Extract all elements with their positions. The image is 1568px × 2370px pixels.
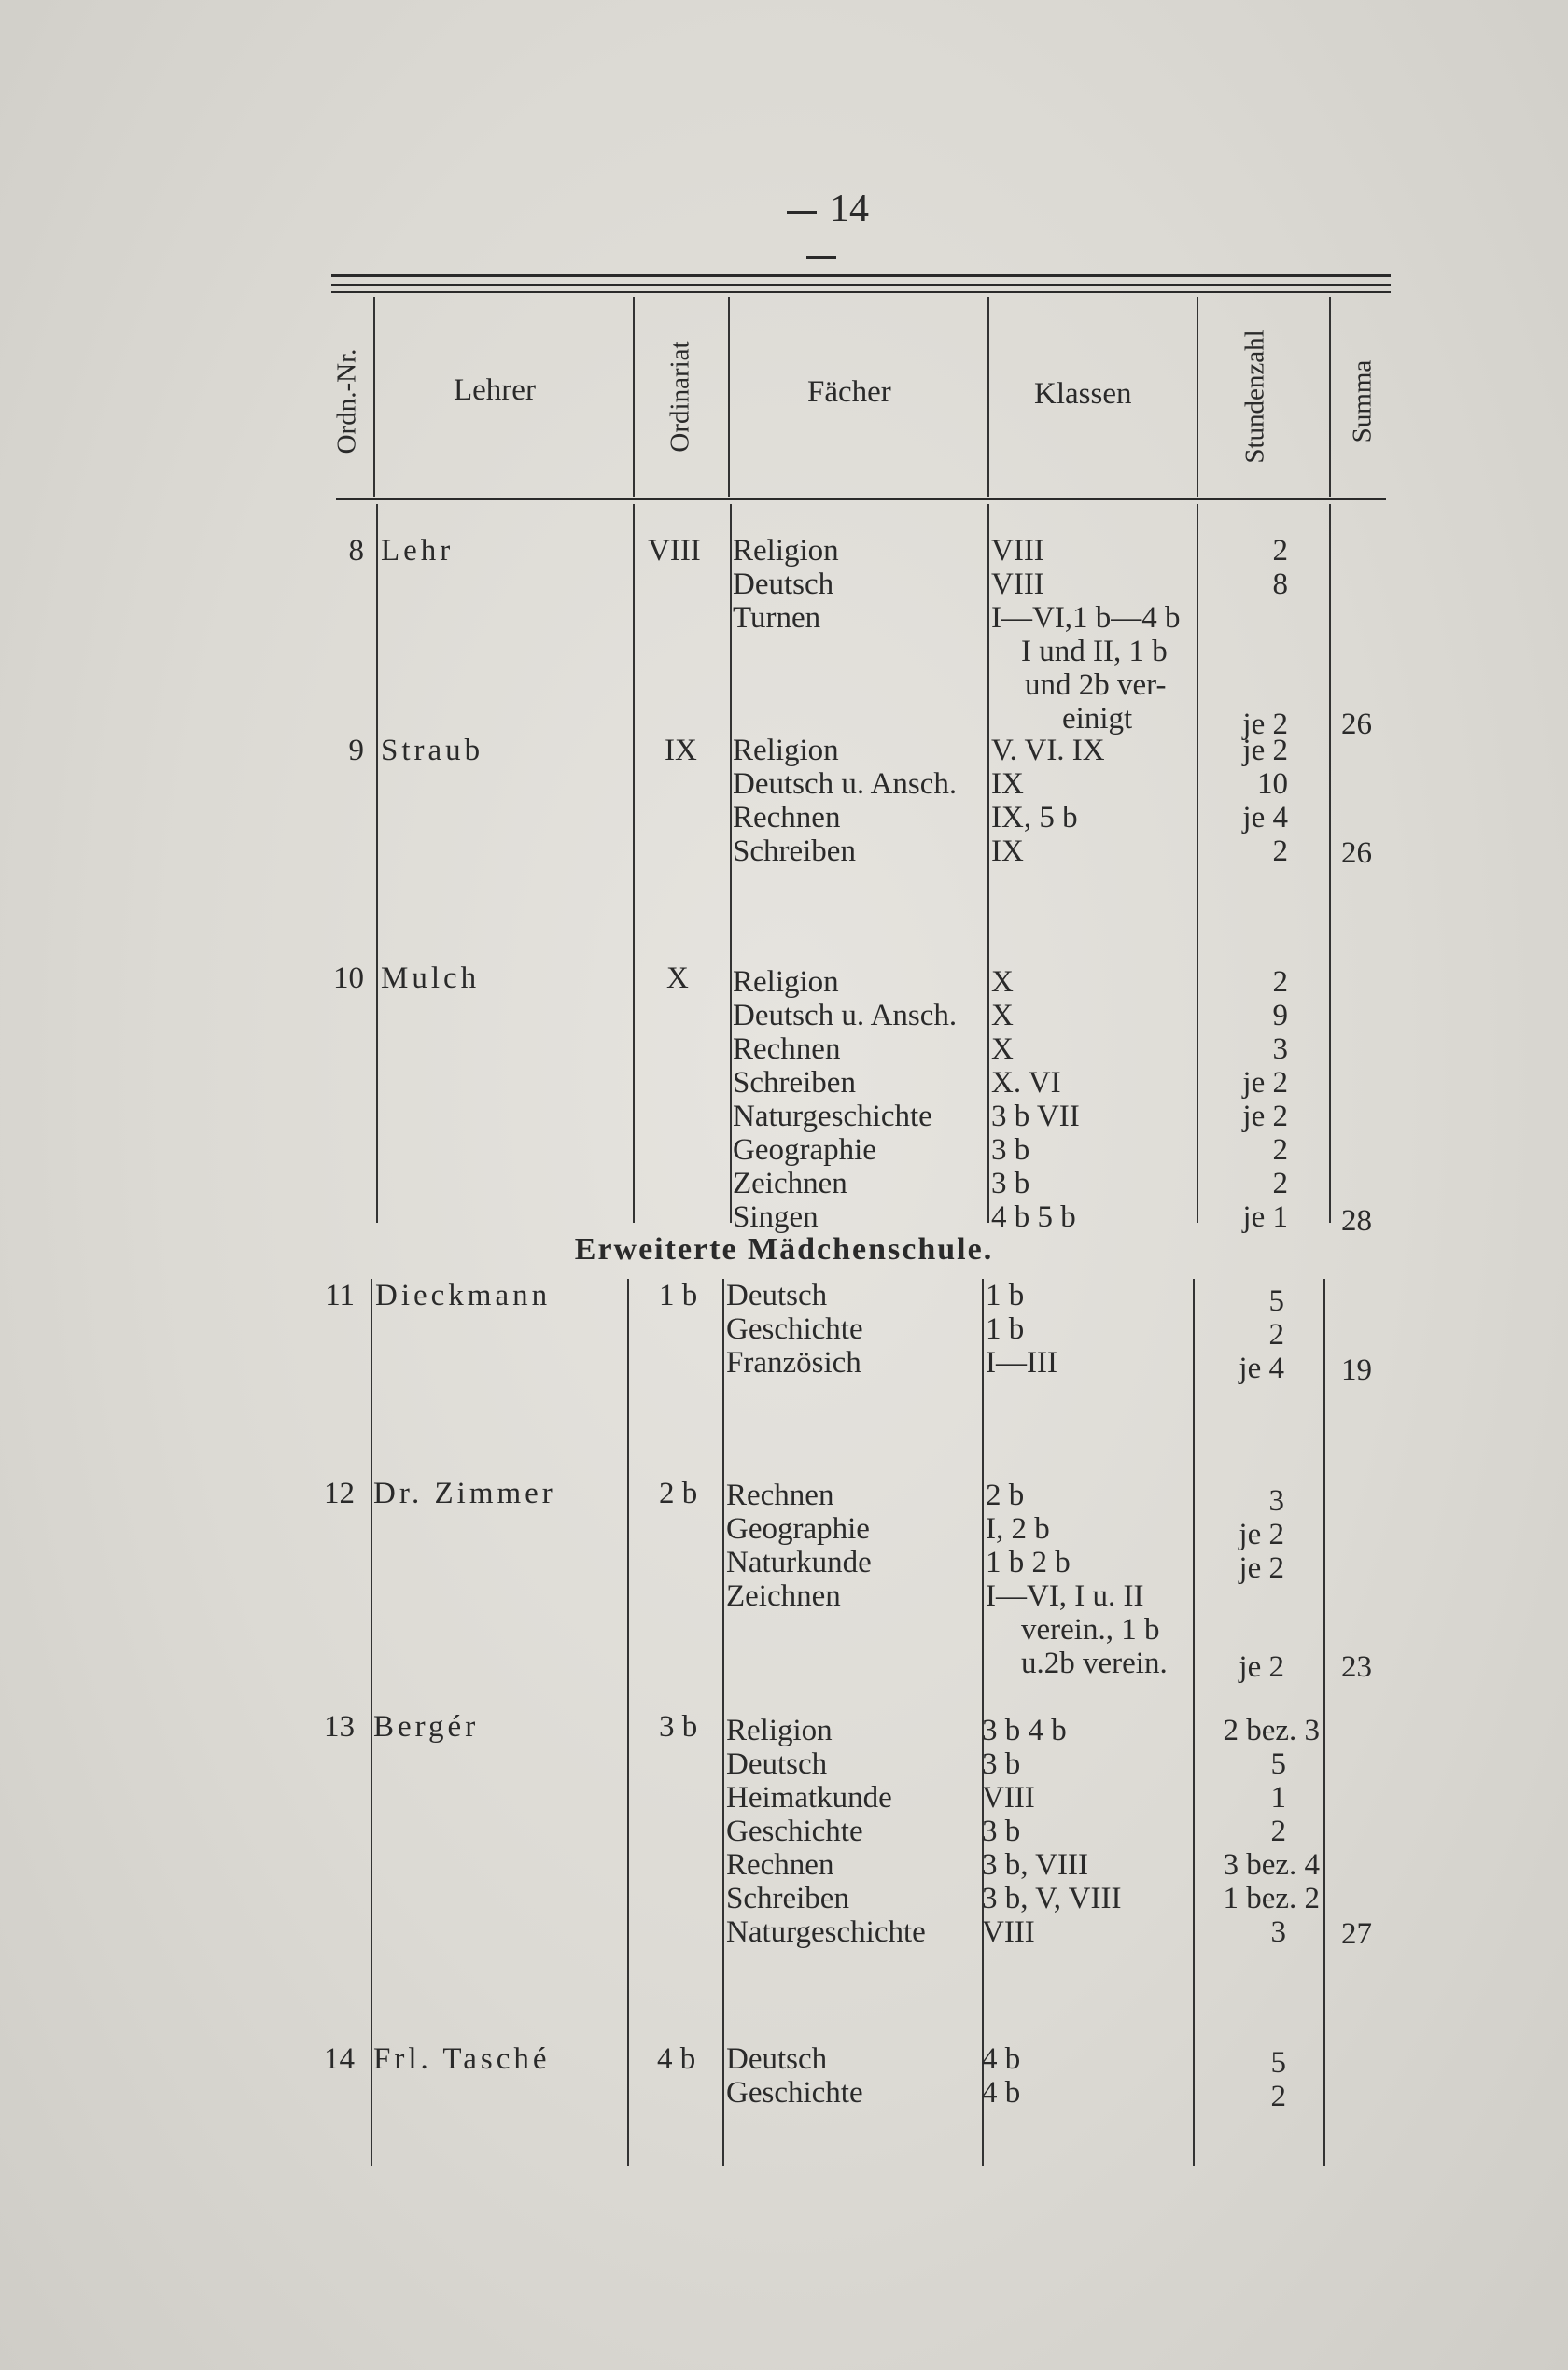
row-13-cls-5: 3 b, V, VIII xyxy=(982,1882,1122,1915)
header-klassen: Klassen xyxy=(1034,377,1132,411)
row-11-subj-2: Französich xyxy=(726,1346,861,1380)
hdr-sep-4 xyxy=(987,297,989,497)
row-10-name: Mulch xyxy=(381,961,481,995)
row-10-summa: 28 xyxy=(1341,1204,1372,1238)
header-summa: Summa xyxy=(1347,359,1378,443)
row-10-subj-2: Rechnen xyxy=(733,1032,841,1066)
row-14-hrs-0: 5 xyxy=(1270,2046,1286,2080)
row-10-cls-4: 3 b VII xyxy=(991,1100,1080,1133)
row-10-ordinariat: X xyxy=(666,961,689,995)
row-12-summa: 23 xyxy=(1341,1650,1372,1684)
row-8-hrs-1: 8 xyxy=(1272,568,1288,601)
row-12-name: Dr. Zimmer xyxy=(373,1477,556,1510)
row-8-cls-3: I und II, 1 b xyxy=(1021,635,1168,668)
body-sep-1a xyxy=(376,504,378,1223)
row-14-cls-0: 4 b xyxy=(982,2042,1021,2076)
row-11-hrs-2: je 4 xyxy=(1239,1352,1284,1385)
body-sep-2b xyxy=(627,1279,629,2166)
row-12-hrs-2: je 2 xyxy=(1239,1551,1284,1585)
row-13-cls-6: VIII xyxy=(982,1915,1035,1949)
row-14-cls-1: 4 b xyxy=(982,2076,1021,2110)
row-14-subj-1: Geschichte xyxy=(726,2076,863,2110)
row-13-hrs-0: 2 bez. 3 xyxy=(1223,1714,1320,1747)
row-11-subj-0: Deutsch xyxy=(726,1279,828,1312)
section-title: Erweiterte Mädchenschule. xyxy=(574,1232,994,1267)
header-ordn: Ordn.-Nr. xyxy=(331,348,362,455)
row-14-nr: 14 xyxy=(324,2042,355,2076)
row-10-cls-1: X xyxy=(991,999,1014,1032)
row-13-summa: 27 xyxy=(1341,1917,1372,1951)
row-8-subj-2: Turnen xyxy=(733,601,821,635)
row-8-cls-1: VIII xyxy=(991,568,1044,601)
row-9-cls-2: IX, 5 b xyxy=(991,801,1078,834)
row-11-cls-0: 1 b xyxy=(986,1279,1025,1312)
row-10-hrs-7: je 1 xyxy=(1242,1200,1288,1234)
row-14-ordinariat: 4 b xyxy=(657,2042,696,2076)
body-sep-3a xyxy=(730,504,732,1223)
row-10-cls-7: 4 b 5 b xyxy=(991,1200,1076,1234)
row-12-cls-2: 1 b 2 b xyxy=(986,1546,1071,1579)
body-sep-2a xyxy=(633,504,635,1223)
row-8-cls-0: VIII xyxy=(991,534,1044,568)
row-12-subj-2: Naturkunde xyxy=(726,1546,872,1579)
row-10-nr: 10 xyxy=(333,961,364,995)
row-13-subj-2: Heimatkunde xyxy=(726,1781,892,1815)
row-12-ordinariat: 2 b xyxy=(659,1477,698,1510)
row-10-hrs-2: 3 xyxy=(1272,1032,1288,1066)
row-9-subj-2: Rechnen xyxy=(733,801,841,834)
row-13-cls-0: 3 b 4 b xyxy=(982,1714,1067,1747)
row-10-cls-0: X xyxy=(991,965,1014,999)
row-9-hrs-3: 2 xyxy=(1272,834,1288,868)
row-13-name: Bergér xyxy=(373,1710,480,1744)
row-11-nr: 11 xyxy=(325,1279,355,1312)
row-10-subj-0: Religion xyxy=(733,965,839,999)
row-9-nr: 9 xyxy=(348,734,364,767)
row-11-name: Dieckmann xyxy=(375,1279,552,1312)
dash-right xyxy=(806,256,836,259)
top-rule-3 xyxy=(331,291,1391,293)
row-13-hrs-3: 2 xyxy=(1270,1815,1286,1848)
row-12-hrs-1: je 2 xyxy=(1239,1518,1284,1551)
row-12-hrs-0: 3 xyxy=(1268,1484,1284,1518)
row-13-hrs-1: 5 xyxy=(1270,1747,1286,1781)
body-sep-1b xyxy=(371,1279,372,2166)
row-13-subj-3: Geschichte xyxy=(726,1815,863,1848)
row-10-subj-1: Deutsch u. Ansch. xyxy=(733,999,958,1032)
row-8-name: Lehr xyxy=(381,534,455,568)
row-12-nr: 12 xyxy=(324,1477,355,1510)
row-12-cls-4: verein., 1 b xyxy=(1021,1613,1160,1647)
row-10-hrs-0: 2 xyxy=(1272,965,1288,999)
row-10-hrs-5: 2 xyxy=(1272,1133,1288,1167)
body-sep-3b xyxy=(722,1279,724,2166)
body-sep-4a xyxy=(987,504,989,1223)
row-10-hrs-4: je 2 xyxy=(1242,1100,1288,1133)
row-10-hrs-1: 9 xyxy=(1272,999,1288,1032)
row-13-cls-2: VIII xyxy=(982,1781,1035,1815)
row-13-subj-0: Religion xyxy=(726,1714,833,1747)
page-number-text: 14 xyxy=(830,188,869,231)
row-8-cls-5: einigt xyxy=(1062,702,1133,736)
row-9-name: Straub xyxy=(381,734,484,767)
row-8-summa: 26 xyxy=(1341,708,1372,741)
row-11-cls-2: I—III xyxy=(986,1346,1057,1380)
row-13-hrs-5: 1 bez. 2 xyxy=(1223,1882,1320,1915)
row-8-hrs-2: je 2 xyxy=(1242,708,1288,741)
row-10-hrs-6: 2 xyxy=(1272,1167,1288,1200)
hdr-sep-5 xyxy=(1197,297,1198,497)
row-12-cls-3: I—VI, I u. II xyxy=(986,1579,1144,1613)
body-sep-6a xyxy=(1329,504,1331,1223)
body-sep-6b xyxy=(1323,1279,1325,2166)
top-rule-2 xyxy=(331,284,1391,286)
row-10-hrs-3: je 2 xyxy=(1242,1066,1288,1100)
row-12-subj-3: Zeichnen xyxy=(726,1579,841,1613)
dash-left xyxy=(787,211,817,214)
hdr-sep-1 xyxy=(373,297,375,497)
row-12-hrs-3: je 2 xyxy=(1239,1650,1284,1684)
hdr-sep-6 xyxy=(1329,297,1331,497)
row-13-cls-4: 3 b, VIII xyxy=(982,1848,1088,1882)
row-11-cls-1: 1 b xyxy=(986,1312,1025,1346)
top-rule-1 xyxy=(331,274,1391,277)
row-9-subj-3: Schreiben xyxy=(733,834,856,868)
hdr-sep-2 xyxy=(633,297,635,497)
row-8-ordinariat: VIII xyxy=(648,534,701,568)
row-13-subj-1: Deutsch xyxy=(726,1747,828,1781)
row-13-subj-4: Rechnen xyxy=(726,1848,834,1882)
row-9-cls-0: V. VI. IX xyxy=(991,734,1105,767)
row-10-subj-7: Singen xyxy=(733,1200,819,1234)
row-12-subj-1: Geographie xyxy=(726,1512,870,1546)
row-13-hrs-2: 1 xyxy=(1270,1781,1286,1815)
row-10-cls-2: X xyxy=(991,1032,1014,1066)
header-faecher: Fächer xyxy=(807,375,891,409)
row-8-cls-4: und 2b ver- xyxy=(1025,668,1167,702)
row-8-hrs-0: 2 xyxy=(1272,534,1288,568)
page-number xyxy=(756,187,887,276)
row-14-subj-0: Deutsch xyxy=(726,2042,828,2076)
row-12-cls-1: I, 2 b xyxy=(986,1512,1050,1546)
row-12-cls-5: u.2b verein. xyxy=(1021,1647,1168,1680)
header-ordinariat: Ordinariat xyxy=(665,341,695,453)
row-13-cls-3: 3 b xyxy=(982,1815,1021,1848)
row-8-subj-0: Religion xyxy=(733,534,839,568)
row-13-ordinariat: 3 b xyxy=(659,1710,698,1744)
row-13-nr: 13 xyxy=(324,1710,355,1744)
row-11-summa: 19 xyxy=(1341,1353,1372,1387)
row-10-cls-5: 3 b xyxy=(991,1133,1030,1167)
row-8-cls-2: I—VI,1 b—4 b xyxy=(991,601,1181,635)
row-9-subj-0: Religion xyxy=(733,734,839,767)
row-9-hrs-0: je 2 xyxy=(1242,734,1288,767)
row-9-subj-1: Deutsch u. Ansch. xyxy=(733,767,958,801)
row-8-nr: 8 xyxy=(348,534,364,568)
row-10-subj-5: Geographie xyxy=(733,1133,876,1167)
row-10-cls-6: 3 b xyxy=(991,1167,1030,1200)
row-9-hrs-1: 10 xyxy=(1257,767,1288,801)
row-13-cls-1: 3 b xyxy=(982,1747,1021,1781)
row-9-cls-3: IX xyxy=(991,834,1024,868)
row-13-subj-5: Schreiben xyxy=(726,1882,849,1915)
row-12-cls-0: 2 b xyxy=(986,1479,1025,1512)
row-11-ordinariat: 1 b xyxy=(659,1279,698,1312)
row-13-hrs-6: 3 xyxy=(1270,1915,1286,1949)
header-rule xyxy=(336,498,1386,500)
row-13-hrs-4: 3 bez. 4 xyxy=(1223,1848,1320,1882)
body-sep-5a xyxy=(1197,504,1198,1223)
row-8-subj-1: Deutsch xyxy=(733,568,834,601)
row-9-ordinariat: IX xyxy=(665,734,697,767)
row-10-subj-6: Zeichnen xyxy=(733,1167,847,1200)
hdr-sep-3 xyxy=(728,297,730,497)
row-10-subj-4: Naturgeschichte xyxy=(733,1100,932,1133)
row-13-subj-6: Naturgeschichte xyxy=(726,1915,926,1949)
header-lehrer: Lehrer xyxy=(454,373,536,407)
row-11-subj-1: Geschichte xyxy=(726,1312,863,1346)
row-9-hrs-2: je 4 xyxy=(1242,801,1288,834)
row-14-name: Frl. Tasché xyxy=(373,2042,551,2076)
row-11-hrs-1: 2 xyxy=(1268,1318,1284,1352)
row-14-hrs-1: 2 xyxy=(1270,2080,1286,2113)
row-9-cls-1: IX xyxy=(991,767,1024,801)
row-9-summa: 26 xyxy=(1341,836,1372,870)
row-10-subj-3: Schreiben xyxy=(733,1066,856,1100)
header-stundenzahl: Stundenzahl xyxy=(1239,330,1270,464)
row-12-subj-0: Rechnen xyxy=(726,1479,834,1512)
row-10-cls-3: X. VI xyxy=(991,1066,1061,1100)
row-11-hrs-0: 5 xyxy=(1268,1284,1284,1318)
